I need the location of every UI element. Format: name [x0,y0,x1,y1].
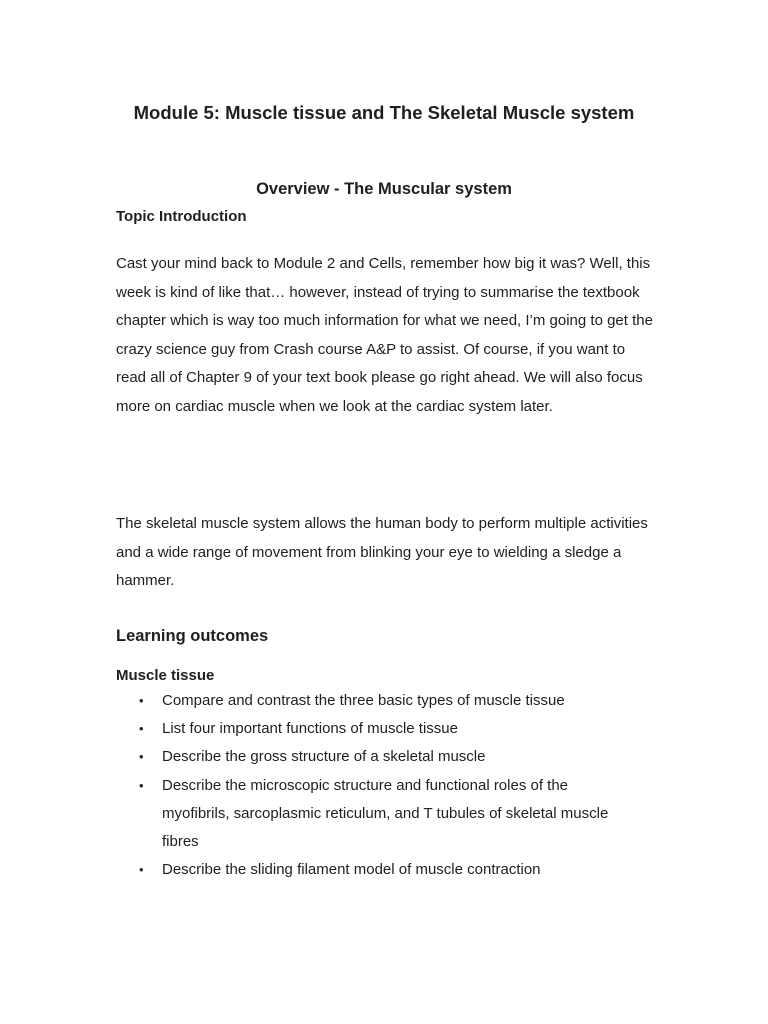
bullet-icon: • [139,862,144,878]
learning-outcomes-list [116,687,636,884]
list-item [116,687,636,715]
list-item [116,856,636,884]
bullet-icon: • [139,749,144,765]
outcome-text: Compare and contrast the three basic types of muscle tissue [162,692,565,709]
intro-paragraph: Cast your mind back to Module 2 and Cells, remember how big it was? Well, this week is kind of like that… however, instead of trying to summarise the textbook chapter which is way too much information for what we need, I’m going to get the crazy science guy from Crash course A&P to assist. Of course, if you want to read all of Chapter 9 of your text book please go right ahead. We will also focus more on cardiac muscle when we look at the cardiac system later. [116,255,653,415]
skeletal-system-paragraph: The skeletal muscle system allows the human body to perform multiple activities and a wide range of movement from blinking your eye to wielding a sledge a hammer. [116,515,648,589]
outcome-text: Describe the microscopic structure and functional roles of the myofibrils, sarcoplasmic reticulum, and T tubules of skeletal muscle fibres [162,776,609,851]
bullet-icon: • [139,693,144,708]
muscle-tissue-heading: Muscle tissue [116,667,215,684]
learning-outcomes-heading: Learning outcomes [116,627,269,645]
outcome-text: Describe the sliding filament model of muscle contraction [162,861,541,879]
list-item [116,743,636,771]
outcome-text: List four important functions of muscle tissue [162,720,458,738]
page-title: Module 5: Muscle tissue and The Skeletal Muscle system [133,102,635,123]
section-subtitle: Overview - The Muscular system [256,180,512,198]
topic-introduction-heading: Topic Introduction [116,208,247,225]
bullet-icon: • [139,777,144,793]
bullet-icon: • [139,721,144,737]
list-item [116,772,636,857]
outcome-text: Describe the gross structure of a skeletal muscle [162,748,486,766]
list-item [116,715,636,743]
